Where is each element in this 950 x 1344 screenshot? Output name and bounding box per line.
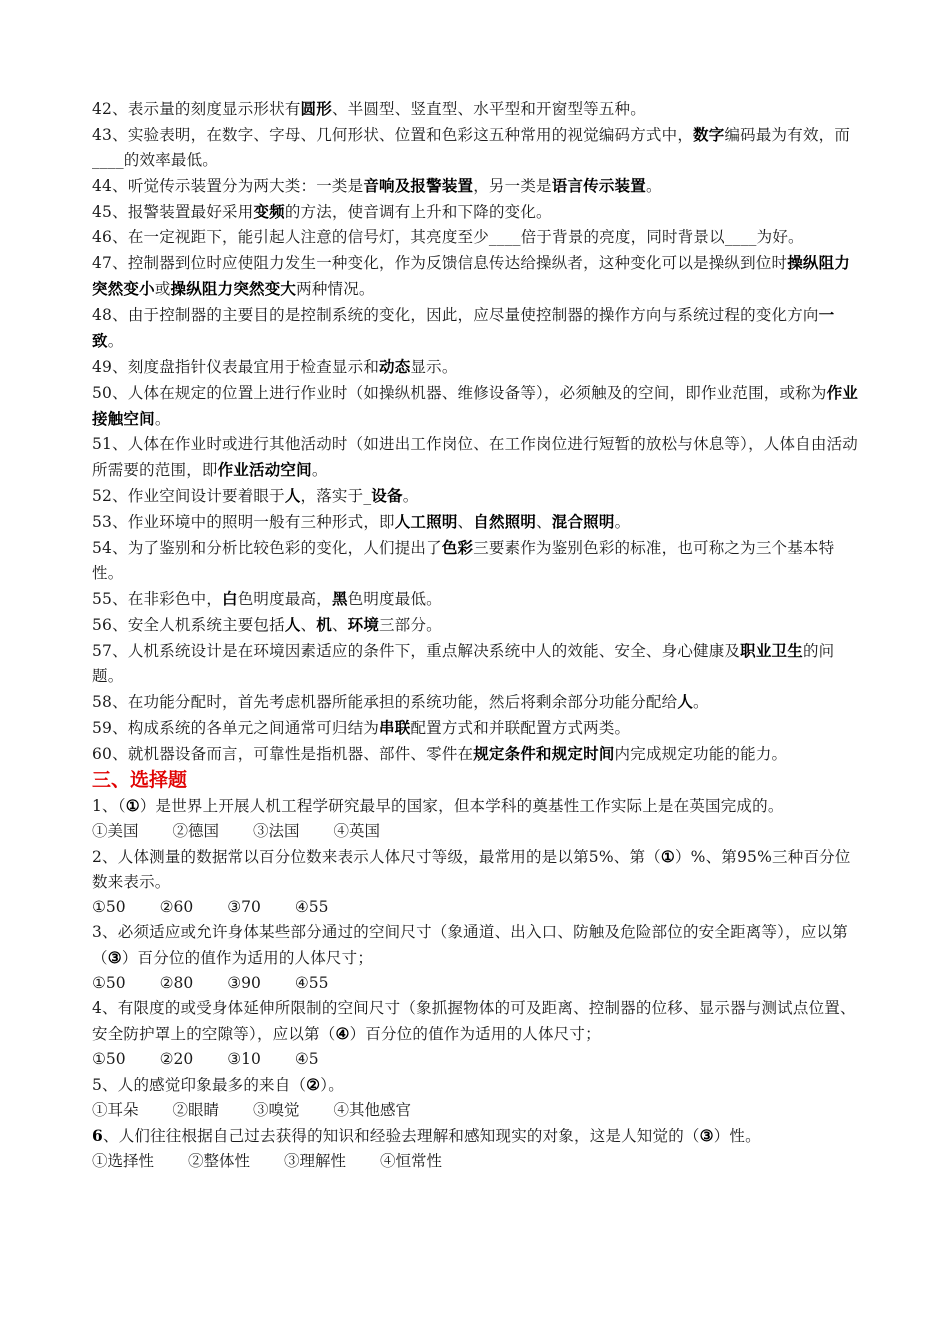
mc-question (92, 1123, 862, 1149)
question-text: 58、在功能分配时，首先考虑机器所能承担的系统功能，然后将剩余部分功能分配给 (92, 693, 678, 711)
question-text: 。 (107, 332, 124, 350)
mc-option: ③嗅觉 (253, 1101, 300, 1119)
answer-text: 人工照明 (394, 512, 458, 531)
fill-in-item (92, 250, 862, 302)
answer-text: 圆形 (300, 99, 332, 118)
fill-in-item (92, 302, 862, 354)
fill-in-item (92, 741, 862, 767)
question-text: 47、控制器到位时应使阻力发生一种变化，作为反馈信息传达给操纵者，这种变化可以是操纵到位时 (92, 254, 788, 272)
mc-option: ②整体性 (188, 1152, 251, 1170)
fill-in-item (92, 122, 862, 173)
question-text: 。 (402, 487, 419, 505)
mc-option: ①耳朵 (92, 1101, 139, 1119)
question-text: 的方法，使音调有上升和下降的变化。 (284, 203, 552, 221)
fill-in-item (92, 689, 862, 715)
question-text: 、半圆型、竖直型、水平型和开窗型等五种。 (331, 100, 646, 118)
fill-in-item (92, 509, 862, 535)
question-text: 57、人机系统设计是在环境因素适应的条件下，重点解决系统中人的效能、安全、身心健康及 (92, 642, 741, 660)
question-text: 53、作业环境中的照明一般有三种形式，即 (92, 513, 395, 531)
answer-text: 人 (284, 615, 301, 634)
fill-in-item (92, 354, 862, 380)
fill-in-section (92, 96, 862, 767)
question-text: 56、安全人机系统主要包括 (92, 616, 285, 634)
answer-text: 职业卫生 (740, 641, 803, 660)
answer-text: ① (125, 796, 140, 815)
question-text: 1、（ (92, 797, 126, 815)
answer-text: 作业接触空间 (92, 383, 858, 428)
answer-text: 规定条件和规定时间 (473, 744, 615, 763)
fill-in-item (92, 225, 862, 250)
answer-text: ③ (107, 948, 122, 967)
fill-in-item (92, 586, 862, 612)
mc-option: ①选择性 (92, 1152, 155, 1170)
question-text: 编码最为有效，而____的效率最低。 (92, 126, 851, 169)
mc-options (92, 971, 862, 996)
answer-text: 人 (284, 486, 301, 505)
mc-option: ③理解性 (284, 1152, 347, 1170)
question-text: 。 (645, 177, 662, 195)
answer-text: 音响及报警装置 (363, 176, 474, 195)
question-text: 51、人体在作业时或进行其他活动时（如进出工作岗位、在工作岗位进行短暂的放松与休息等），人体自由活动所需要的范围，即 (92, 435, 858, 479)
multiple-choice-section (92, 793, 862, 1174)
mc-option: ①50 (92, 898, 126, 916)
question-text: 配置方式和并联配置方式两类。 (410, 719, 631, 737)
question-text: 三部分。 (379, 616, 442, 634)
question-text: 46、在一定视距下，能引起人注意的信号灯，其亮度至少____倍于背景的亮度，同时背景以____为好。 (92, 228, 804, 246)
answer-text: 人 (677, 692, 694, 711)
answer-text: 白 (222, 589, 238, 608)
mc-option: ①美国 (92, 822, 139, 840)
mc-option: ④英国 (333, 822, 381, 840)
mc-option: ③90 (227, 974, 261, 992)
fill-in-item (92, 715, 862, 741)
question-text: ，落实于_ (300, 487, 372, 505)
fill-in-item (92, 638, 862, 689)
question-text: 4、有限度的或受身体延伸所限制的空间尺寸（象抓握物体的可及距离、控制器的位移、显示器与测试点位置、安全防护罩上的空隙等），应以第（ (92, 999, 856, 1043)
mc-option: ③法国 (253, 822, 300, 840)
mc-question (92, 844, 862, 895)
answer-text: ④ (335, 1024, 350, 1043)
question-text: 或 (154, 280, 171, 298)
question-text: 2、人体测量的数据常以百分位数来表示人体尺寸等级，最常用的是以第5%、第（ (92, 848, 661, 866)
answer-text: ① (660, 847, 675, 866)
question-text: 。 (693, 693, 709, 711)
question-text: 色明度最低。 (347, 590, 442, 608)
mc-option: ②德国 (172, 822, 220, 840)
question-text: 三要素作为鉴别色彩的标准，也可称之为三个基本特性。 (92, 539, 835, 582)
question-text: 。 (614, 513, 631, 531)
mc-options (92, 1098, 862, 1123)
question-text: ）性。 (713, 1127, 761, 1145)
answer-text: 操纵阻力突然变小 (92, 253, 851, 298)
mc-option: ①50 (92, 1050, 126, 1068)
mc-question (92, 793, 862, 819)
mc-options (92, 819, 862, 844)
question-text: 44、听觉传示装置分为两大类：一类是 (92, 177, 364, 195)
question-text: 、 (457, 513, 474, 531)
answer-text: ② (306, 1075, 321, 1094)
question-text: 3、必须适应或允许身体某些部分通过的空间尺寸（象通道、出入口、防触及危险部位的安全距离等），应以第（ (92, 923, 848, 967)
fill-in-item (92, 432, 862, 483)
question-text: 。 (311, 461, 328, 479)
question-text: 48、由于控制器的主要目的是控制系统的变化，因此，应尽量使控制器的操作方向与系统过程的变化方向 (92, 306, 819, 324)
mc-options (92, 895, 862, 920)
question-text: 显示。 (410, 358, 458, 376)
mc-option: ④55 (294, 974, 329, 992)
answer-text: 环境 (347, 615, 380, 634)
answer-text: ③ (699, 1126, 714, 1145)
fill-in-item (92, 199, 862, 225)
mc-question (92, 996, 862, 1047)
mc-option: ④5 (294, 1050, 319, 1068)
question-text: 54、为了鉴别和分析比较色彩的变化，人们提出了 (92, 539, 442, 557)
question-text: 45、报警装置最好采用 (92, 203, 254, 221)
question-text: ）百分位的值作为适用的人体尺寸； (121, 949, 374, 967)
question-text: 、人们往往根据自己过去获得的知识和经验去理解和感知现实的对象，这是人知觉的（ (103, 1127, 700, 1145)
answer-text: 变频 (253, 202, 285, 221)
mc-option: ③10 (227, 1050, 261, 1068)
question-text: 55、在非彩色中， (92, 590, 223, 608)
question-text: 59、构成系统的各单元之间通常可归结为 (92, 719, 380, 737)
question-text: 。 (154, 410, 171, 428)
mc-question (92, 920, 862, 971)
fill-in-item (92, 612, 862, 638)
question-text: ）百分位的值作为适用的人体尺寸； (349, 1025, 601, 1043)
mc-question (92, 1072, 862, 1098)
answer-text: 语言传示装置 (551, 176, 646, 195)
fill-in-item (92, 483, 862, 509)
question-text: 色明度最高， (237, 590, 332, 608)
mc-option: ④恒常性 (380, 1152, 443, 1170)
mc-options (92, 1149, 862, 1174)
fill-in-item (92, 380, 862, 432)
fill-in-item (92, 535, 862, 586)
question-text: 两种情况。 (296, 280, 375, 298)
question-text: 、 (331, 616, 348, 634)
answer-text: 6 (92, 1126, 103, 1145)
answer-text: 设备 (371, 486, 403, 505)
question-text: ）是世界上开展人机工程学研究最早的国家，但本学科的奠基性工作实际上是在英国完成的。 (139, 797, 784, 815)
answer-text: 黑 (331, 589, 348, 608)
question-text: 的问题。 (92, 642, 835, 685)
question-text: 60、就机器设备而言，可靠性是指机器、部件、零件在 (92, 745, 474, 763)
question-text: ，另一类是 (473, 177, 552, 195)
mc-options (92, 1047, 862, 1072)
mc-option: ②60 (159, 898, 194, 916)
question-text: 43、实验表明，在数字、字母、几何形状、位置和色彩这五种常用的视觉编码方式中， (92, 126, 694, 144)
question-text: 50、人体在规定的位置上进行作业时（如操纵机器、维修设备等），必须触及的空间，即作业范围，或称为 (92, 384, 827, 402)
mc-option: ②20 (159, 1050, 194, 1068)
answer-text: 机 (316, 615, 332, 634)
answer-text: 色彩 (441, 538, 474, 557)
mc-option: ②眼睛 (172, 1101, 220, 1119)
mc-option: ②80 (159, 974, 194, 992)
answer-text: 串联 (379, 718, 411, 737)
question-text: 49、刻度盘指针仪表最宜用于检查显示和 (92, 358, 380, 376)
question-text: 、 (300, 616, 317, 634)
question-text: 5、人的感觉印象最多的来自（ (92, 1076, 307, 1094)
section-heading: 三、选择题 (92, 769, 188, 791)
answer-text: 作业活动空间 (217, 460, 312, 479)
question-text: 内完成规定功能的能力。 (614, 745, 788, 763)
question-text: 42、表示量的刻度显示形状有 (92, 100, 301, 118)
mc-option: ①50 (92, 974, 126, 992)
question-text: ）%、第95%三种百分位数来表示。 (92, 848, 851, 891)
mc-option: ④其他感官 (333, 1101, 412, 1119)
answer-text: 操纵阻力突然变大 (170, 279, 297, 298)
question-text: 、 (536, 513, 552, 531)
fill-in-item (92, 173, 862, 199)
answer-text: 数字 (693, 125, 725, 144)
answer-text: 动态 (379, 357, 411, 376)
answer-text: 自然照明 (473, 512, 537, 531)
question-text: 52、作业空间设计要着眼于 (92, 487, 285, 505)
question-text: ）。 (320, 1076, 344, 1094)
fill-in-item (92, 96, 862, 122)
answer-text: 混合照明 (551, 512, 615, 531)
mc-option: ③70 (227, 898, 261, 916)
answer-text: 一致 (92, 305, 835, 350)
mc-option: ④55 (294, 898, 329, 916)
